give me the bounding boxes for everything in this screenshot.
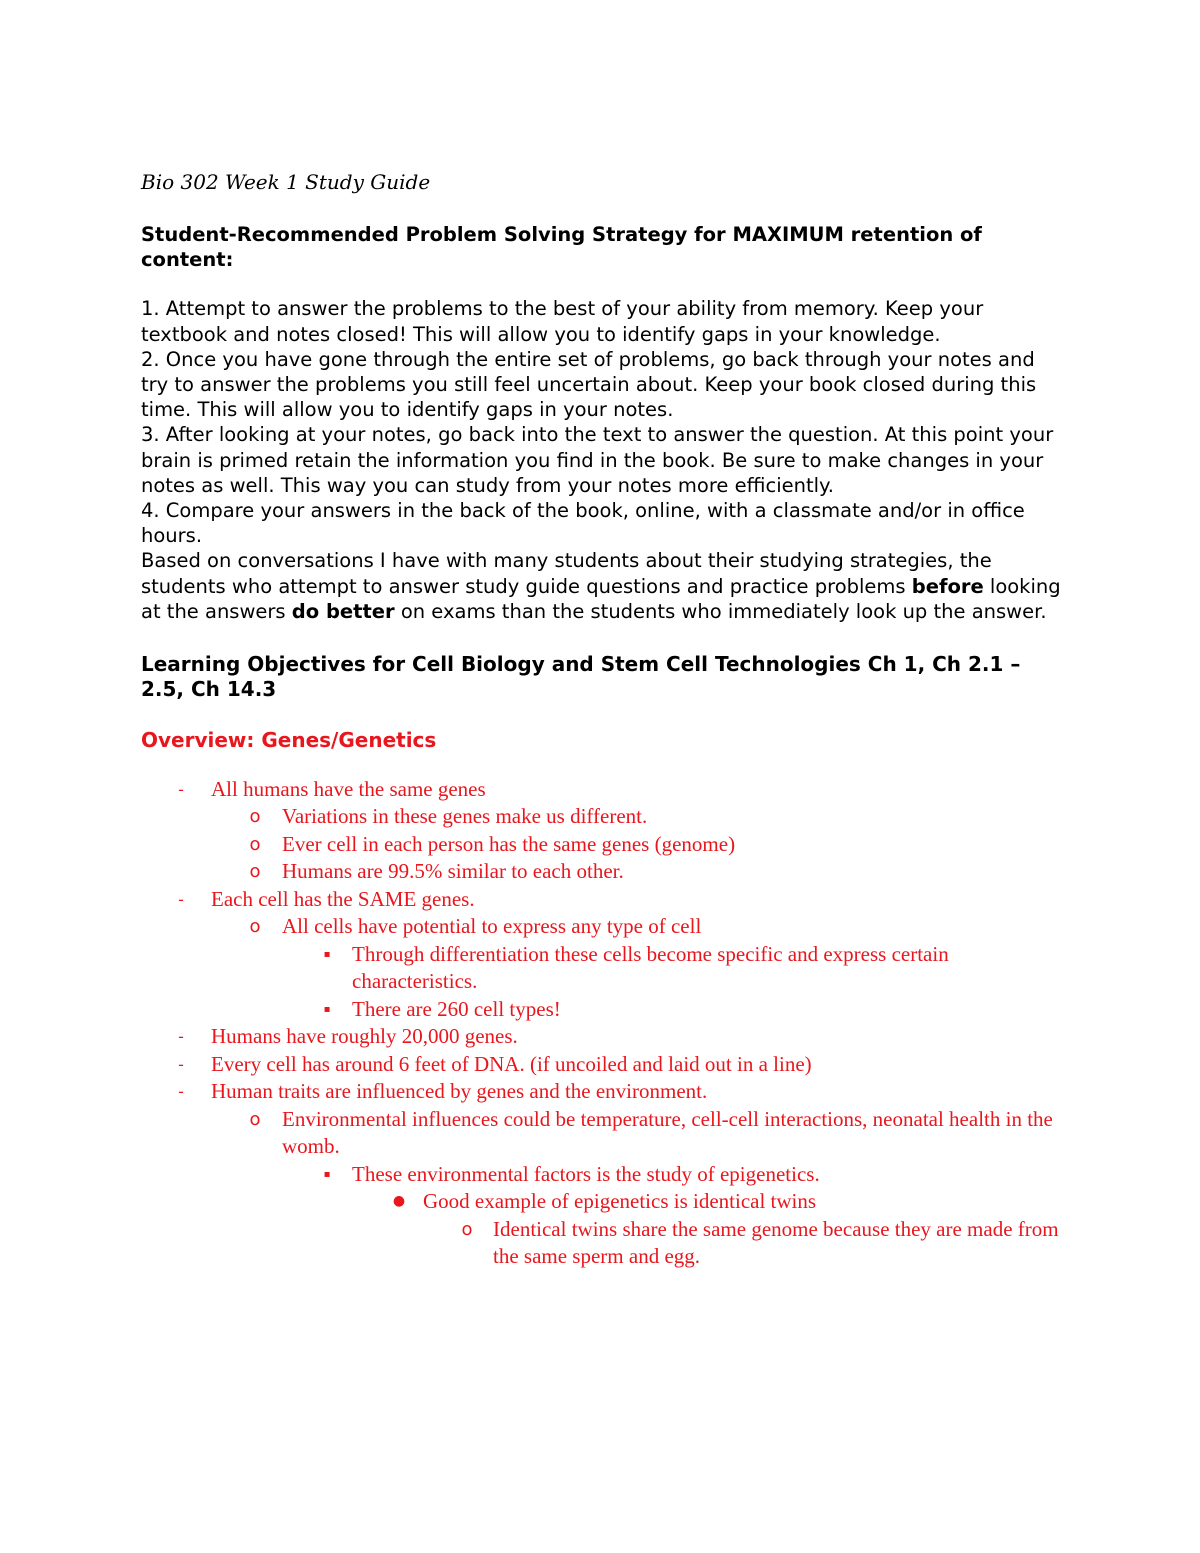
dash-bullet-icon: - [178,1082,184,1102]
outline-item [141,1023,1061,1051]
outline-item [141,941,1061,996]
outline-item [141,1161,1061,1189]
outline-item-text: There are 260 cell types! [352,996,561,1021]
document-page [141,168,1061,1271]
outline-item [141,858,1061,886]
outline-item-text: Variations in these genes make us different. [282,804,648,829]
outline-item-text: Ever cell in each person has the same genes (genome) [282,831,736,856]
outline-item-text: Identical twins share the same genome because they are made from the same sperm and egg. [493,1216,1059,1269]
overview-heading: Overview: Genes/Genetics [141,728,437,753]
strategy-heading: Student-Recommended Problem Solving Strategy for MAXIMUM retention of content: [141,223,982,272]
outline-item [141,1106,1061,1161]
outline-item-text: Environmental influences could be temperature, cell-cell interactions, neonatal health in the womb. [282,1106,1053,1159]
outline-item [141,1188,1061,1216]
circle-bullet-icon: o [249,916,261,938]
circle-bullet-icon: o [249,1108,261,1130]
dot-bullet-icon: ● [392,1193,406,1210]
outline-item-text: Good example of epigenetics is identical twins [423,1189,817,1214]
circle-bullet-icon: o [461,1218,473,1240]
dash-bullet-icon: - [178,1054,184,1074]
dash-bullet-icon: - [178,889,184,909]
square-bullet-icon: ▪ [323,1003,331,1015]
closing-bold-before: before [911,574,984,598]
strategy-step-3: 3. After looking at your notes, go back into the text to answer the question. At this point your brain is primed retain the information you find in the book. Be sure to make changes in your notes as well. This way you can study from your notes more efficiently. [141,423,1054,497]
closing-text-1: Based on conversations I have with many students about their studying strategies, the students who attempt to answer study guide questions and practice problems [141,549,992,598]
circle-bullet-icon: o [249,806,261,828]
strategy-step-1: 1. Attempt to answer the problems to the best of your ability from memory. Keep your textbook and notes closed! This will allow you to identify gaps in your knowledge. [141,297,984,346]
outline-item [141,1078,1061,1106]
outline-item [141,803,1061,831]
circle-bullet-icon: o [249,861,261,883]
outline-item [141,831,1061,859]
learning-objectives-heading: Learning Objectives for Cell Biology and Stem Cell Technologies Ch 1, Ch 2.1 – 2.5, Ch 14.3 [141,652,1021,702]
outline-item-text: All cells have potential to express any type of cell [282,914,702,939]
outline-item-text: All humans have the same genes [211,776,486,801]
outline-item-text: Humans are 99.5% similar to each other. [282,859,624,884]
dash-bullet-icon: - [178,779,184,799]
outline-item-text: Through differentiation these cells become specific and express certain characteristics. [352,941,949,994]
strategy-step-2: 2. Once you have gone through the entire set of problems, go back through your notes and try to answer the problems you still feel uncertain about. Keep your book closed during this time. This will allow you to identify gaps in your notes. [141,347,1037,422]
outline-item-text: Humans have roughly 20,000 genes. [211,1024,518,1049]
closing-paragraph [141,548,1061,624]
dash-bullet-icon: - [178,1027,184,1047]
outline-item-text: Every cell has around 6 feet of DNA. (if uncoiled and laid out in a line) [211,1051,812,1076]
circle-bullet-icon: o [249,833,261,855]
square-bullet-icon: ▪ [323,1168,331,1180]
closing-text-3: on exams than the students who immediately look up the answer. [394,599,1047,623]
outline-item [141,776,1061,804]
closing-bold-do-better: do better [291,599,395,623]
outline-item [141,886,1061,914]
document-title: Bio 302 Week 1 Study Guide [141,170,431,194]
outline-item [141,1051,1061,1079]
outline-item [141,1216,1061,1271]
outline-item-text: Human traits are influenced by genes and the environment. [211,1079,708,1104]
strategy-step-4: 4. Compare your answers in the back of the book, online, with a classmate and/or in office hours. [141,499,1025,548]
outline-item-text: These environmental factors is the study of epigenetics. [352,1161,820,1186]
square-bullet-icon: ▪ [323,948,331,960]
outline-item [141,996,1061,1024]
outline-item-text: Each cell has the SAME genes. [211,886,475,911]
genetics-outline [141,776,1061,1271]
outline-item [141,913,1061,941]
closing-text-2: looking at the answers [141,574,1061,623]
